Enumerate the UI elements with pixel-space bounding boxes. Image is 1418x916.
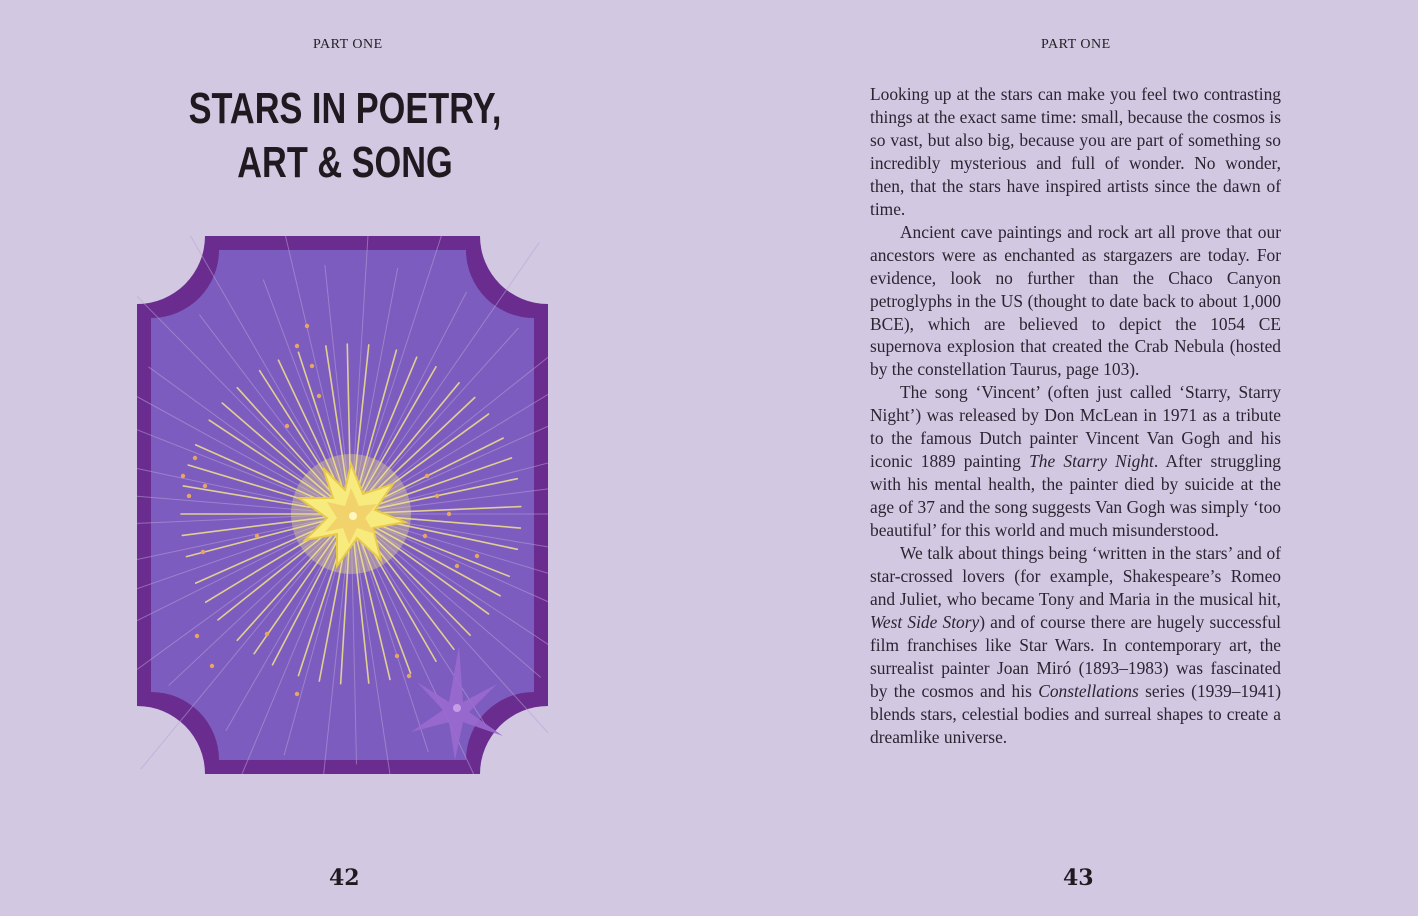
sparkle-dot xyxy=(295,692,299,696)
paragraph-4-text-c: series (1939–1941) blends stars, celestial bodies and surreal shapes to create a dreamlike universe. xyxy=(870,680,1281,747)
central-star xyxy=(291,454,411,574)
page-number-right: 43 xyxy=(1063,865,1094,891)
paragraph-2: Ancient cave paintings and rock art all prove that our ancestors were as enchanted as stargazers are today. For evidence, look no further than the Chaco Canyon petroglyphs in the US (thought to date back to about 1,000 BCE), which are believed to depict the 1054 CE supernova explosion that created the Crab Nebula (hosted by the constellation Taurus, page 103). xyxy=(870,221,1281,380)
running-head-left: PART ONE xyxy=(313,37,383,52)
starburst-card-illustration xyxy=(137,236,548,774)
italic-series-title: Constellations xyxy=(1038,680,1139,701)
sparkle-dot xyxy=(255,534,259,538)
sparkle-dot xyxy=(181,474,185,478)
sparkle-dot xyxy=(423,534,427,538)
sparkle-dot xyxy=(435,494,439,498)
sparkle-dot xyxy=(407,674,411,678)
sparkle-dot xyxy=(265,632,269,636)
paragraph-3 xyxy=(870,381,1281,542)
sparkle-dot xyxy=(203,484,207,488)
paragraph-4 xyxy=(870,542,1281,749)
sparkle-dot xyxy=(210,664,214,668)
sparkle-dot xyxy=(187,494,191,498)
chapter-title xyxy=(177,82,512,190)
sparkle-dot xyxy=(193,456,197,460)
body-text xyxy=(870,83,1281,749)
sparkle-dot xyxy=(475,554,479,558)
sparkle-dot xyxy=(447,512,451,516)
paragraph-1: Looking up at the stars can make you feel two contrasting things at the exact same time: small, because the cosmos is so vast, but also big, because you are part of something so incredibly mysterious and full of wonder. No wonder, then, that the stars have inspired artists since the dawn of time. xyxy=(870,84,1281,219)
sparkle-dot xyxy=(425,474,429,478)
italic-painting-title: The Starry Night xyxy=(1029,451,1154,472)
paragraph-3-text-a: The song ‘Vincent’ (often just called ‘Starry, Starry Night’) was released by Don McLean in 1971 as a tribute to the famous Dutch painter Vincent Van Gogh and his iconic 1889 painting xyxy=(870,382,1281,472)
sparkle-dot xyxy=(305,324,309,328)
sparkle-dot xyxy=(395,654,399,658)
chapter-title-line-1: STARS IN POETRY, xyxy=(188,84,502,133)
sparkle-dot xyxy=(455,564,459,568)
paragraph-4-text-a: We talk about things being ‘written in the stars’ and of star-crossed lovers (for example, Shakespeare’s Romeo and Juliet, who became Tony and Maria in the musical hit, xyxy=(870,543,1281,609)
sparkle-dot xyxy=(310,364,314,368)
chapter-title-line-2: ART & SONG xyxy=(237,138,453,187)
page-number-left: 42 xyxy=(329,865,360,891)
italic-musical-title: West Side Story xyxy=(870,611,980,632)
paragraph-3-text-b: . After struggling with his mental health, the painter died by suicide at the age of 37 and the song suggests Van Gogh was simply ‘too beautiful’ for this world and much misunderstood. xyxy=(870,451,1281,541)
sparkle-dot xyxy=(201,550,205,554)
sparkle-dot xyxy=(295,344,299,348)
paragraph-4-text-b: ) and of course there are hugely successful film franchises like Star Wars. In contemporary art, the surrealist painter Joan Miró (1893–1983) was fascinated by the cosmos and his xyxy=(870,611,1282,701)
sparkle-dot xyxy=(285,424,289,428)
sparkle-dot xyxy=(195,634,199,638)
sparkle-dot xyxy=(317,394,321,398)
running-head-right: PART ONE xyxy=(1041,37,1111,52)
right-page xyxy=(709,0,1418,916)
